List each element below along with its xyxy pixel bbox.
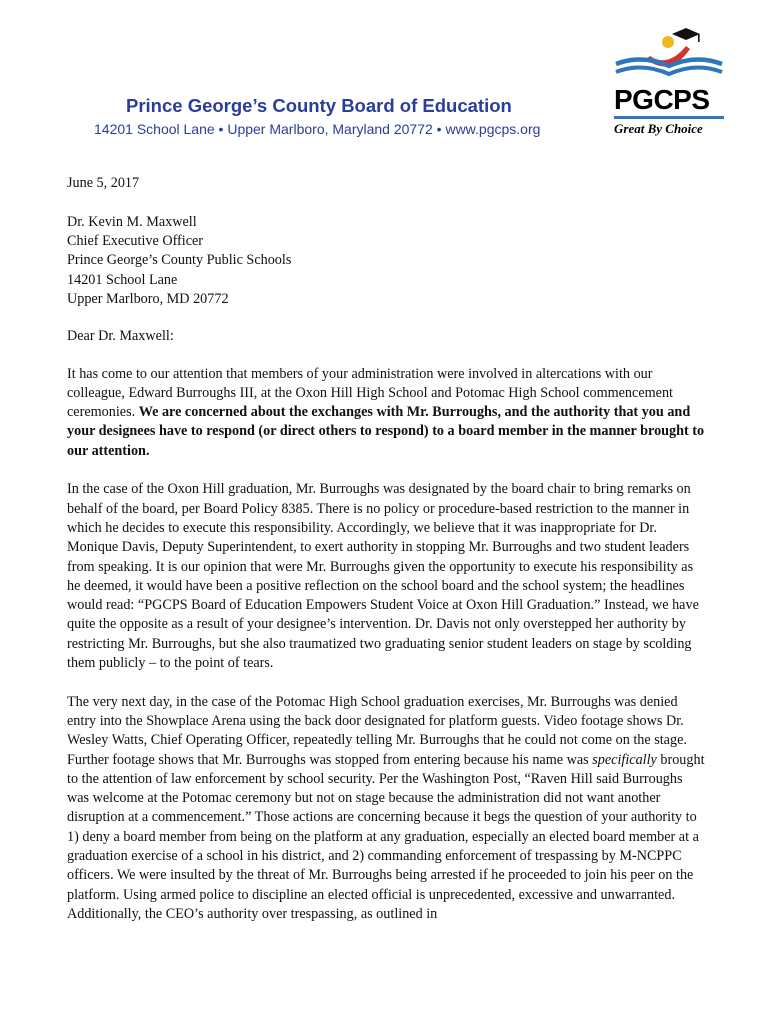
recipient-line: Dr. Kevin M. Maxwell [67,213,197,230]
recipient-address [67,213,707,309]
logo-wordmark: PGCPS [614,84,710,115]
paragraph-1-bold-text: We are concerned about the exchanges with Mr. Burroughs, and the authority that you and your designees have to respond (or direct others to respond) to a board member in the manner brought to our attention. [67,404,705,459]
letter-date: June 5, 2017 [67,175,140,191]
recipient-line: Upper Marlboro, MD 20772 [67,290,229,307]
org-name: Prince George’s County Board of Education [126,95,512,116]
salutation: Dear Dr. Maxwell: [67,328,174,345]
recipient-line: Prince George’s County Public Schools [67,252,292,269]
paragraph-3 [67,693,707,925]
recipient-line: Chief Executive Officer [67,233,204,250]
recipient-line: 14201 School Lane [67,271,178,288]
paragraph-3-text-a: The very next day, in the case of the Potomac High School graduation exercises, Mr. Burroughs was denied entry into the Showplace Arena using the back door designated for platform guests. Video footage shows Dr. Wesley Watts, Chief Operating Officer, repeatedly telling Mr. Burroughs that he could not come on the stage. Further footage shows that Mr. Burroughs was stopped from entering because his name was [67,693,687,768]
org-address: 14201 School Lane • Upper Marlboro, Maryland 20772 • www.pgcps.org [94,121,541,137]
paragraph-1-text: It has come to our attention that members of your administration were involved in altercations with our colleague, Edward Burroughs III, at the Oxon Hill High School and Potomac High School commencement ceremonies. [67,365,673,421]
paragraph-2: In the case of the Oxon Hill graduation, Mr. Burroughs was designated by the board chair to bring remarks on behalf of the board, per Board Policy 8385. There is no policy or procedure-based restriction to the manner in which he decides to execute this responsibility. Accordingly, we believe that it was inappropriate for Dr. Monique Davis, Deputy Superintendent, to exert authority in stopping Mr. Burroughs and two student leaders from speaking. It is our opinion that were Mr. Burroughs given the opportunity to execute his responsibility as he deemed, it would have been a positive reflection on the school board and the school system; the headlines would read: “PGCPS Board of Education Empowers Student Voice at Oxon Hill Graduation.” Instead, we have quite the opposite as a result of your designee’s intervention. Dr. Davis not only overstepped her authority by restricting Mr. Burroughs, but she also traumatized two graduating senior student leaders on stage by scolding them publicly – to the point of tears. [67,481,699,672]
paragraph-3-text-b: brought to the attention of law enforcement by school security. Per the Washington Post, “Raven Hill said Burroughs was welcome at the Potomac ceremony but not on stage because the administration did not want another disruption at a commencement.” Those actions are concerning because it begs the question of your authority to 1) deny a board member from being on the platform at any graduation, especially an elected board member at a graduation exercise of a school in his district, and 2) commanding enforcement of trespassing by M-NCPPC officers. We were insulted by the threat of Mr. Burroughs being arrested if he proceeded to join his peer on the platform. Using armed police to discipline an elected official is unprecedented, excessive and unwarranted. Additionally, the CEO’s authority over trespassing, as outlined in [67,751,705,922]
logo-tagline: Great By Choice [614,121,703,136]
paragraph-3-emphasis: specifically [592,751,657,768]
letter-body [67,174,707,943]
paragraph-1 [67,365,707,461]
